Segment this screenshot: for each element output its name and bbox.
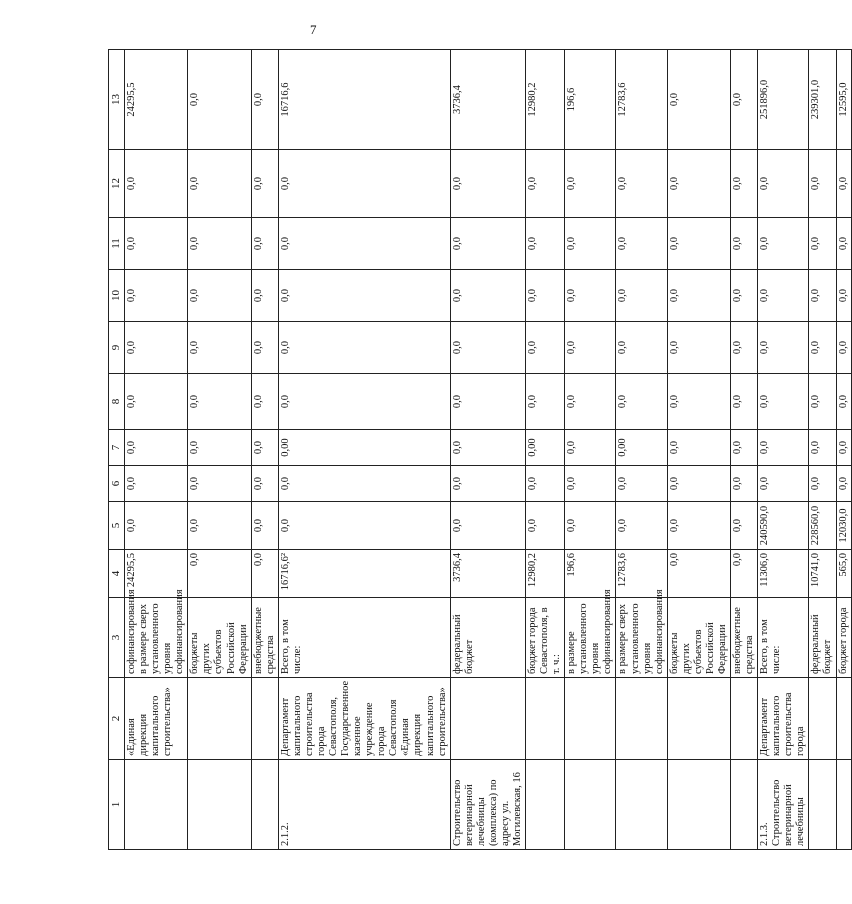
amount-cell: 0,0 [125, 466, 188, 502]
amount-cell: 0,0 [526, 374, 565, 430]
amount-cell: 0,0 [809, 270, 836, 322]
table-row [278, 50, 450, 850]
amount-cell: 0,0 [667, 218, 730, 270]
executor-cell [809, 678, 836, 760]
amount-cell: 3736,4 [450, 50, 525, 150]
amount-cell: 0,0 [251, 218, 278, 270]
amount-cell: 0,0 [125, 430, 188, 466]
amount-cell: 12980,2 [526, 550, 565, 598]
amount-cell: 0,0 [565, 430, 616, 466]
table-row [526, 50, 565, 850]
amount-cell: 0,0 [667, 502, 730, 550]
amount-cell: 0,0 [188, 502, 251, 550]
object-name-cell: 2.1.2. [278, 760, 450, 850]
amount-cell: 0,0 [565, 502, 616, 550]
amount-cell: 0,0 [667, 150, 730, 218]
amount-cell: 0,0 [251, 270, 278, 322]
amount-cell: 0,0 [731, 502, 758, 550]
executor-cell: Департамент капитального строительства города Севастополя, Государственное казенное учреждение города Севастополя «Единая дирекция капитального строительства» [278, 678, 450, 760]
amount-cell: 0,0 [809, 322, 836, 374]
amount-cell: 0,0 [667, 466, 730, 502]
table-row [758, 50, 809, 850]
header-cell: 9 [109, 322, 125, 374]
amount-cell: 0,0 [731, 270, 758, 322]
object-name-cell [731, 760, 758, 850]
object-name-cell [565, 760, 616, 850]
amount-cell: 0,0 [125, 150, 188, 218]
amount-cell: 12595,0 [836, 50, 851, 150]
amount-cell: 0,00 [616, 430, 667, 466]
amount-cell: 0,0 [667, 50, 730, 150]
amount-cell: 12980,2 [526, 50, 565, 150]
amount-cell: 0,0 [188, 430, 251, 466]
amount-cell: 0,0 [616, 374, 667, 430]
amount-cell: 0,0 [125, 322, 188, 374]
amount-cell: 0,0 [125, 270, 188, 322]
funding-source-cell: в размере установленного уровня софинансирования [565, 598, 616, 678]
executor-cell: Департамент капитального строительства города [758, 678, 809, 760]
amount-cell: 0,0 [667, 550, 730, 598]
executor-cell: «Единая дирекция капитального строительства» [125, 678, 188, 760]
amount-cell: 0,0 [809, 374, 836, 430]
amount-cell: 0,0 [251, 550, 278, 598]
amount-cell: 0,0 [758, 218, 809, 270]
amount-cell: 0,0 [616, 322, 667, 374]
amount-cell: 0,0 [836, 322, 851, 374]
amount-cell: 0,0 [278, 218, 450, 270]
funding-source-cell: внебюджетные средства [251, 598, 278, 678]
amount-cell: 0,0 [758, 466, 809, 502]
amount-cell: 0,0 [836, 150, 851, 218]
amount-cell: 0,0 [526, 150, 565, 218]
amount-cell: 0,0 [450, 270, 525, 322]
rotated-table-container [108, 50, 849, 850]
amount-cell: 0,0 [758, 150, 809, 218]
funding-source-cell: внебюджетные средства [731, 598, 758, 678]
amount-cell: 0,0 [526, 270, 565, 322]
funding-source-cell: Всего, в том числе: [278, 598, 450, 678]
header-row [109, 50, 125, 850]
amount-cell: 0,0 [278, 322, 450, 374]
amount-cell: 0,0 [125, 218, 188, 270]
object-name-cell [667, 760, 730, 850]
amount-cell: 0,0 [526, 218, 565, 270]
table-row [125, 50, 188, 850]
amount-cell: 0,0 [836, 374, 851, 430]
object-name-cell [616, 760, 667, 850]
amount-cell: 0,0 [731, 322, 758, 374]
amount-cell: 0,0 [188, 466, 251, 502]
amount-cell: 0,0 [450, 502, 525, 550]
amount-cell: 11306,0 [758, 550, 809, 598]
amount-cell: 239301,0 [809, 50, 836, 150]
header-cell: 11 [109, 218, 125, 270]
amount-cell: 0,0 [616, 502, 667, 550]
amount-cell: 0,0 [565, 322, 616, 374]
object-name-cell [125, 760, 188, 850]
funding-source-cell: бюджет города [836, 598, 851, 678]
executor-cell [188, 678, 251, 760]
header-cell: 6 [109, 466, 125, 502]
executor-cell [565, 678, 616, 760]
amount-cell: 0,0 [758, 322, 809, 374]
amount-cell: 0,0 [450, 150, 525, 218]
funding-source-cell: софинансирования в размере сверх установленного уровня софинансирования [125, 598, 188, 678]
amount-cell: 0,0 [188, 322, 251, 374]
header-cell: 13 [109, 50, 125, 150]
funding-source-cell: федеральный бюджет [809, 598, 836, 678]
amount-cell: 0,0 [616, 218, 667, 270]
table-row [809, 50, 836, 850]
amount-cell: 0,00 [278, 430, 450, 466]
header-cell: 4 [109, 550, 125, 598]
amount-cell: 0,0 [731, 218, 758, 270]
funding-source-cell: бюджеты других субъектов Российской Федерации [667, 598, 730, 678]
object-name-cell [188, 760, 251, 850]
amount-cell: 251896,0 [758, 50, 809, 150]
amount-cell: 24295,5 [125, 550, 188, 598]
table-frame [108, 50, 849, 850]
amount-cell: 0,0 [565, 374, 616, 430]
amount-cell: 0,0 [667, 270, 730, 322]
amount-cell: 0,0 [278, 374, 450, 430]
header-cell: 3 [109, 598, 125, 678]
amount-cell: 0,0 [667, 322, 730, 374]
amount-cell: 0,0 [758, 430, 809, 466]
table-row [188, 50, 251, 850]
amount-cell: 0,0 [616, 270, 667, 322]
table-row [450, 50, 525, 850]
amount-cell: 0,0 [758, 374, 809, 430]
amount-cell: 16716,6 [278, 50, 450, 150]
amount-cell: 0,0 [565, 270, 616, 322]
table-row [731, 50, 758, 850]
executor-cell [836, 678, 851, 760]
amount-cell: 0,0 [809, 150, 836, 218]
amount-cell: 0,0 [450, 322, 525, 374]
amount-cell: 0,0 [125, 502, 188, 550]
amount-cell: 0,0 [731, 550, 758, 598]
amount-cell: 0,0 [450, 218, 525, 270]
amount-cell: 12783,6 [616, 50, 667, 150]
amount-cell: 0,0 [278, 150, 450, 218]
amount-cell: 0,0 [616, 466, 667, 502]
amount-cell: 0,0 [667, 374, 730, 430]
table-row [565, 50, 616, 850]
amount-cell: 0,00 [526, 430, 565, 466]
amount-cell: 16716,6² [278, 550, 450, 598]
funding-source-cell: бюджеты других субъектов Российской Федерации [188, 598, 251, 678]
object-name-cell [836, 760, 851, 850]
amount-cell: 0,0 [251, 430, 278, 466]
amount-cell: 0,0 [731, 50, 758, 150]
amount-cell: 0,0 [731, 150, 758, 218]
header-cell: 7 [109, 430, 125, 466]
executor-cell [616, 678, 667, 760]
table-row [667, 50, 730, 850]
amount-cell: 0,0 [251, 50, 278, 150]
amount-cell: 0,0 [450, 430, 525, 466]
amount-cell: 0,0 [251, 322, 278, 374]
header-cell: 12 [109, 150, 125, 218]
table-row [836, 50, 851, 850]
header-cell: 10 [109, 270, 125, 322]
executor-cell [526, 678, 565, 760]
amount-cell: 0,0 [188, 218, 251, 270]
object-name-cell [809, 760, 836, 850]
object-name-cell [526, 760, 565, 850]
amount-cell: 0,0 [526, 466, 565, 502]
amount-cell: 0,0 [809, 218, 836, 270]
amount-cell: 0,0 [125, 374, 188, 430]
funding-source-cell: в размере сверх установленного уровня софинансирования [616, 598, 667, 678]
amount-cell: 196,6 [565, 50, 616, 150]
amount-cell: 0,0 [251, 374, 278, 430]
header-cell: 5 [109, 502, 125, 550]
header-cell: 8 [109, 374, 125, 430]
amount-cell: 0,0 [278, 270, 450, 322]
budget-table [108, 49, 852, 850]
amount-cell: 0,0 [667, 430, 730, 466]
header-cell: 2 [109, 678, 125, 760]
amount-cell: 12030,0 [836, 502, 851, 550]
amount-cell: 0,0 [758, 270, 809, 322]
amount-cell: 0,0 [251, 466, 278, 502]
executor-cell [450, 678, 525, 760]
amount-cell: 196,6 [565, 550, 616, 598]
amount-cell: 10741,0 [809, 550, 836, 598]
executor-cell [667, 678, 730, 760]
amount-cell: 0,0 [188, 374, 251, 430]
amount-cell: 3736,4 [450, 550, 525, 598]
amount-cell: 0,0 [731, 466, 758, 502]
amount-cell: 0,0 [565, 150, 616, 218]
amount-cell: 0,0 [188, 50, 251, 150]
amount-cell: 228560,0 [809, 502, 836, 550]
amount-cell: 0,0 [188, 270, 251, 322]
amount-cell: 0,0 [565, 466, 616, 502]
amount-cell: 0,0 [809, 430, 836, 466]
object-name-cell: Строительство ветеринарной лечебницы (комплекса) по адресу ул. Могилевская, 16 [450, 760, 525, 850]
amount-cell: 0,0 [251, 150, 278, 218]
amount-cell: 0,0 [526, 502, 565, 550]
funding-source-cell: Всего, в том числе: [758, 598, 809, 678]
amount-cell: 0,0 [450, 466, 525, 502]
amount-cell: 0,0 [565, 218, 616, 270]
amount-cell: 0,0 [809, 466, 836, 502]
executor-cell [251, 678, 278, 760]
amount-cell: 0,0 [188, 150, 251, 218]
amount-cell: 0,0 [836, 218, 851, 270]
amount-cell: 0,0 [836, 430, 851, 466]
amount-cell: 240590,0 [758, 502, 809, 550]
amount-cell: 0,0 [278, 466, 450, 502]
page-number: 7 [310, 22, 317, 37]
amount-cell: 12783,6 [616, 550, 667, 598]
amount-cell: 0,0 [450, 374, 525, 430]
amount-cell: 0,0 [278, 502, 450, 550]
amount-cell: 0,0 [526, 322, 565, 374]
object-name-cell [251, 760, 278, 850]
amount-cell: 0,0 [731, 430, 758, 466]
amount-cell: 0,0 [731, 374, 758, 430]
funding-source-cell: федеральный бюджет [450, 598, 525, 678]
table-row [251, 50, 278, 850]
amount-cell: 0,0 [836, 270, 851, 322]
amount-cell: 0,0 [836, 466, 851, 502]
amount-cell: 24295,5 [125, 50, 188, 150]
amount-cell: 0,0 [616, 150, 667, 218]
amount-cell: 0,0 [188, 550, 251, 598]
amount-cell: 0,0 [251, 502, 278, 550]
funding-source-cell: бюджет города Севастополя, в т. ч.: [526, 598, 565, 678]
amount-cell: 565,0 [836, 550, 851, 598]
header-cell: 1 [109, 760, 125, 850]
executor-cell [731, 678, 758, 760]
table-row [616, 50, 667, 850]
object-name-cell: 2.1.3. Строительство ветеринарной лечебницы [758, 760, 809, 850]
